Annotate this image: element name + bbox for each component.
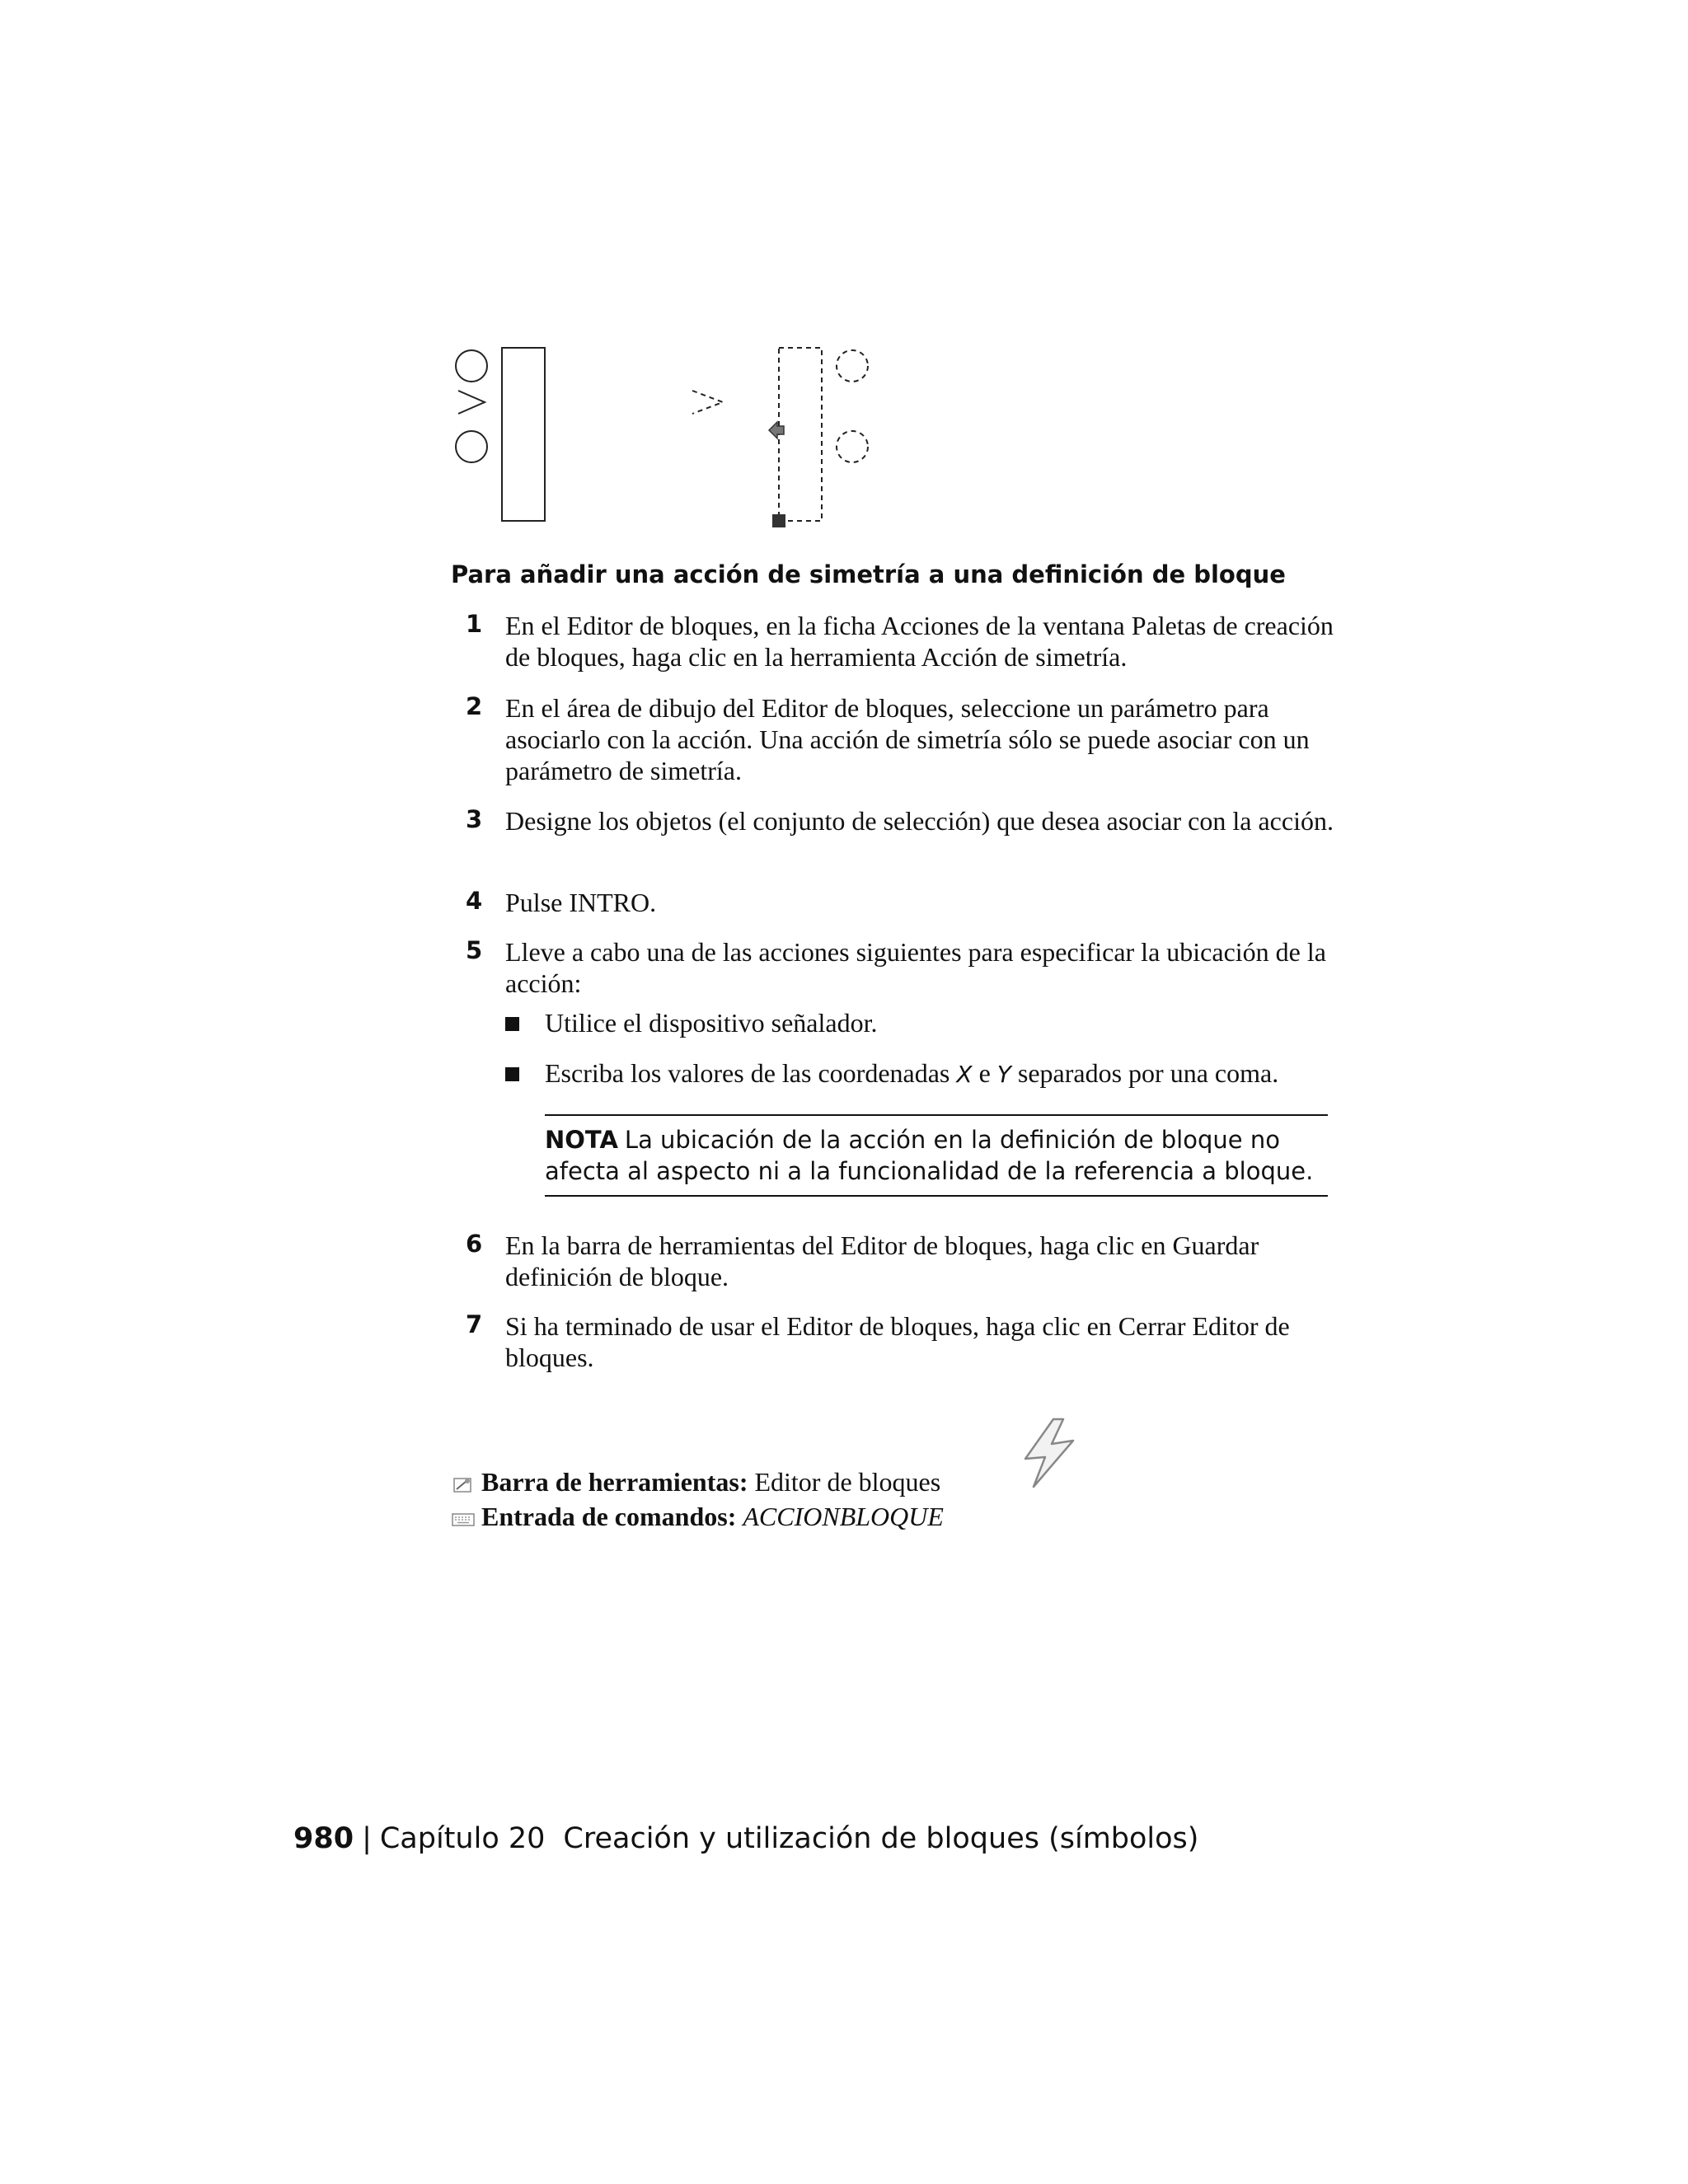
step-5 bbox=[466, 936, 1339, 999]
step-number: 4 bbox=[466, 887, 483, 915]
bullet-square bbox=[505, 1017, 519, 1031]
step-text: Lleve a cabo una de las acciones siguientes para especificar la ubicación de la acción: bbox=[505, 937, 1326, 998]
step-6 bbox=[466, 1230, 1339, 1292]
step-4 bbox=[466, 887, 1339, 918]
step-text: Si ha terminado de usar el Editor de bloques, haga clic en Cerrar Editor de bloques. bbox=[505, 1311, 1290, 1372]
original-chevron bbox=[458, 391, 485, 414]
chapter-title: Creación y utilización de bloques (símbolos) bbox=[563, 1822, 1199, 1855]
mirror-action-figure bbox=[445, 336, 890, 534]
step-1 bbox=[466, 610, 1339, 673]
original-circle-top bbox=[456, 350, 487, 382]
step-number: 1 bbox=[466, 610, 483, 638]
bullet-text: Escriba los valores de las coordenadas X e Y separados por una coma. bbox=[545, 1058, 1279, 1088]
mirrored-rectangle bbox=[779, 348, 822, 521]
chapter-label: Capítulo 20 bbox=[379, 1822, 546, 1855]
step-text: Designe los objetos (el conjunto de selección) que desea asociar con la acción. bbox=[505, 806, 1334, 836]
step-number: 6 bbox=[466, 1230, 483, 1258]
footer-separator: | bbox=[362, 1822, 372, 1855]
step-7 bbox=[466, 1310, 1339, 1373]
toolbar-label: Barra de herramientas: bbox=[481, 1467, 748, 1497]
step-number: 5 bbox=[466, 936, 483, 964]
command-reference bbox=[452, 1502, 944, 1532]
toolbar-icon bbox=[452, 1475, 475, 1495]
command-value: ACCIONBLOQUE bbox=[743, 1502, 944, 1531]
mirrored-circle-top bbox=[837, 350, 868, 382]
bullet-text: Utilice el dispositivo señalador. bbox=[545, 1008, 878, 1038]
bullet-item bbox=[505, 1007, 1346, 1038]
command-label: Entrada de comandos: bbox=[481, 1502, 737, 1531]
original-circle-bottom bbox=[456, 431, 487, 462]
step-text: En el área de dibujo del Editor de bloques, seleccione un parámetro para asociarlo con la acción. Una acción de simetría sólo se puede asociar con un parámetro de simetría. bbox=[505, 693, 1310, 785]
mirrored-circle-bottom bbox=[837, 431, 868, 462]
step-number: 7 bbox=[466, 1310, 483, 1338]
bullet-square bbox=[505, 1067, 519, 1081]
step-text: En el Editor de bloques, en la ficha Acciones de la ventana Paletas de creación de bloques, haga clic en la herramienta Acción de simetría. bbox=[505, 611, 1334, 672]
step-text: En la barra de herramientas del Editor de bloques, haga clic en Guardar definición de bloque. bbox=[505, 1230, 1259, 1291]
action-grip-arrow bbox=[769, 422, 784, 438]
toolbar-value: Editor de bloques bbox=[754, 1467, 941, 1497]
mirrored-chevron bbox=[692, 391, 723, 414]
toolbar-reference bbox=[452, 1467, 940, 1497]
coordinate-y: Y bbox=[996, 1061, 1011, 1088]
original-rectangle bbox=[502, 348, 545, 521]
note-text: La ubicación de la acción en la definición de bloque no afecta al aspecto ni a la funcionalidad de la referencia a bloque. bbox=[545, 1126, 1314, 1185]
lightning-bolt-icon bbox=[1015, 1416, 1081, 1490]
step-number: 2 bbox=[466, 692, 483, 720]
page-number: 980 bbox=[293, 1822, 354, 1855]
step-text: Pulse INTRO. bbox=[505, 888, 657, 917]
keyboard-icon bbox=[452, 1510, 475, 1530]
note-box bbox=[545, 1114, 1328, 1197]
action-grip-square bbox=[772, 514, 785, 527]
coordinate-x: X bbox=[956, 1061, 973, 1088]
note-label: NOTA bbox=[545, 1126, 618, 1154]
step-2 bbox=[466, 692, 1339, 786]
step-3 bbox=[466, 805, 1339, 837]
step-number: 3 bbox=[466, 805, 483, 833]
procedure-heading: Para añadir una acción de simetría a una definición de bloque bbox=[451, 560, 1286, 588]
page-footer bbox=[293, 1822, 1198, 1855]
bullet-item bbox=[505, 1057, 1346, 1090]
original-block bbox=[456, 348, 545, 521]
